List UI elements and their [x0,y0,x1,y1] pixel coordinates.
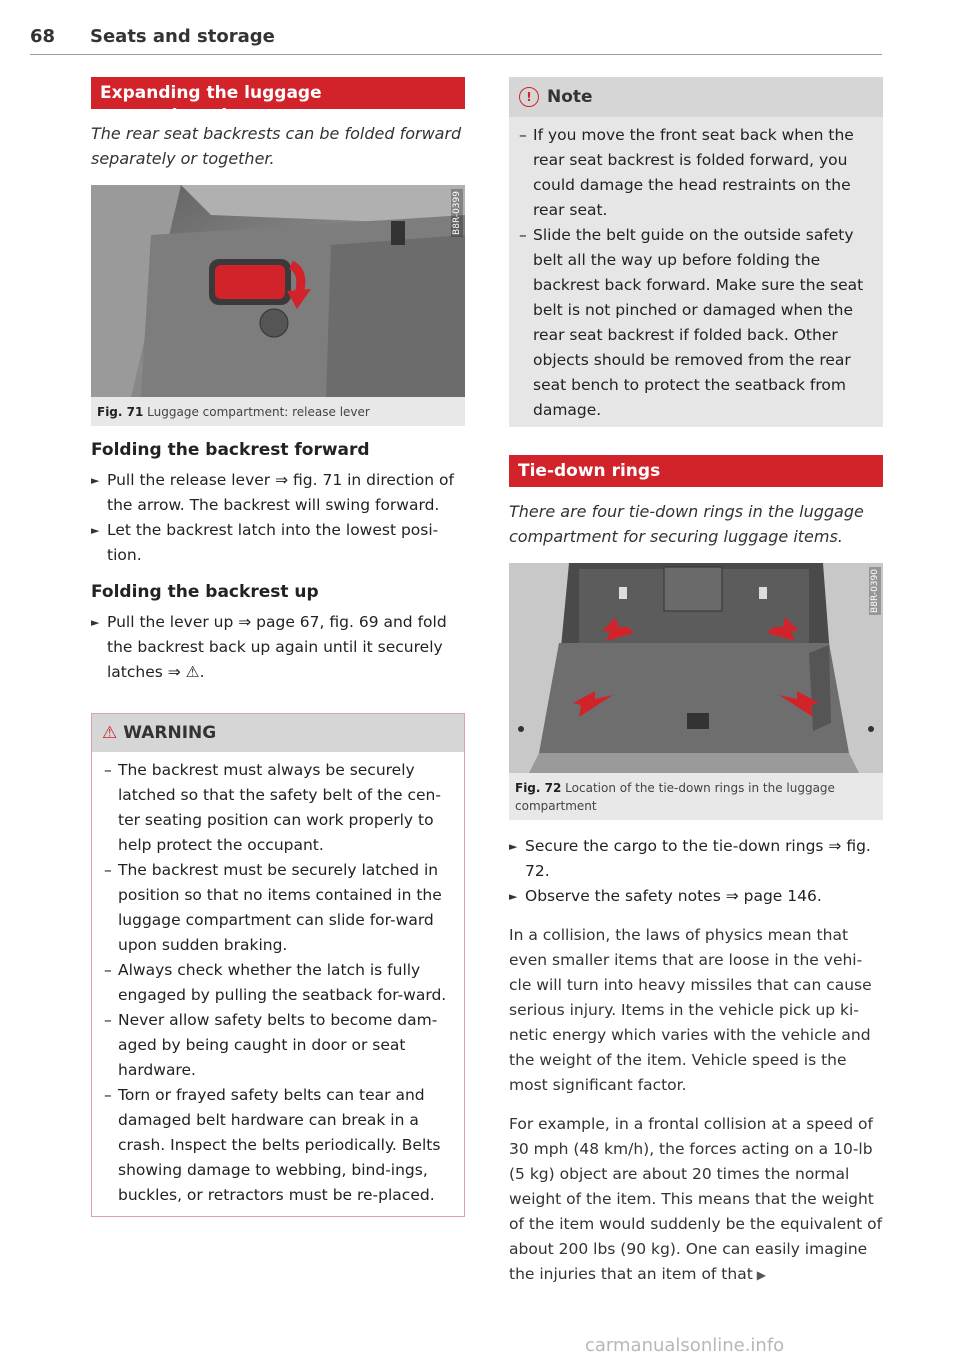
page-number: 68 [30,26,56,47]
figure-caption [91,397,465,423]
section-heading-luggage: Expanding the luggage compartment [91,77,465,109]
list-item: – Torn or frayed safety belts can tear and damaged belt hardware can break in a crash. Inspect the belts periodically. Belts showing damage to webbing, bind-ings, buckles, or retractors must be re-placed. [104,1086,441,1204]
continue-arrow-icon: ▶ [756,1268,767,1282]
step-item: ► Secure the cargo to the tie-down rings ⇒ fig. 72. [509,837,871,880]
release-lever-illustration [91,185,465,397]
body-paragraph: For example, in a frontal collision at a speed of 30 mph (48 km/h), the forces acting on a 10-lb (5 kg) object are about 20 times the normal weight of the item. This means that the weight of the item would suddenly be the equivalent of about 200 lbs (90 kg). One can easily imagine the injuries that an item of that ▶ [509,1115,883,1283]
note-header: ! Note [509,77,883,117]
step-item: ► Pull the release lever ⇒ fig. 71 in direction of the arrow. The backrest will swing forward. [91,471,454,514]
step-item: ► Pull the lever up ⇒ page 67, fig. 69 and fold the backrest back up again until it securely latches ⇒ ⚠. [91,613,447,681]
tie-down-photo [509,563,883,773]
figure-caption [509,773,883,817]
figure-71 [91,185,465,426]
list-item: – Never allow safety belts to become dam-aged by being caught in door or seat hardware. [104,1011,438,1079]
list-item: – The backrest must be securely latched in position so that no items contained in the luggage compartment can slide for-ward upon sudden braking. [104,861,442,954]
list-item: – Slide the belt guide on the outside safety belt all the way up before folding the backrest back forward. Make sure the seat belt is not pinched or damaged when the rear seat backrest if folded back. Other objects should be removed from the rear seat bench to protect the seatback from damage. [519,226,864,419]
warning-box [91,713,465,1217]
note-info-icon: ! [519,87,539,107]
warning-header: ⚠ WARNING [92,714,464,752]
caption-text: Location of the tie-down rings in the luggage compartment [515,781,835,813]
caption-label: Fig. 71 [97,405,144,419]
section-title: Seats and storage [90,26,275,47]
list-item: – If you move the front seat back when the rear seat backrest is folded forward, you could damage the head restraints on the rear seat. [519,126,854,219]
figure-code: B8R-0399 [452,191,462,235]
page-header [30,24,882,55]
note-box [509,77,883,427]
list-item: – Always check whether the latch is fully engaged by pulling the seatback for-ward. [104,961,447,1004]
left-column [91,77,465,1217]
warning-triangle-icon: ⚠ [102,723,118,743]
note-list [509,117,883,427]
release-lever-photo [91,185,465,397]
step-item: ► Observe the safety notes ⇒ page 146. [509,887,822,905]
caption-text: Luggage compartment: release lever [147,405,370,419]
caption-label: Fig. 72 [515,781,562,795]
intro-text: There are four tie-down rings in the luggage compartment for securing luggage items. [509,502,864,546]
step-item: ► Let the backrest latch into the lowest posi-tion. [91,521,439,564]
tie-down-rings-illustration [509,563,883,773]
list-item: – The backrest must always be securely latched so that the safety belt of the cen-ter seating position can work properly to help protect the occupant. [104,761,441,854]
body-paragraph: In a collision, the laws of physics mean that even smaller items that are loose in the vehi-cle will turn into heavy missiles that can cause serious injury. Items in the vehicle pick up ki-netic energy which varies with the vehicle and the weight of the item. Vehicle speed is the most significant factor. [509,926,872,1094]
right-column [509,77,883,1288]
figure-72 [509,563,883,820]
section-heading-tie-down: Tie-down rings [509,455,883,487]
figure-code: B8R-0390 [870,569,880,613]
watermark: carmanualsonline.info [585,1335,785,1356]
heading-folding-up: Folding the backrest up [91,582,319,602]
heading-folding-forward: Folding the backrest forward [91,440,370,460]
warning-list [92,752,464,1216]
intro-text: The rear seat backrests can be folded forward separately or together. [91,124,462,168]
